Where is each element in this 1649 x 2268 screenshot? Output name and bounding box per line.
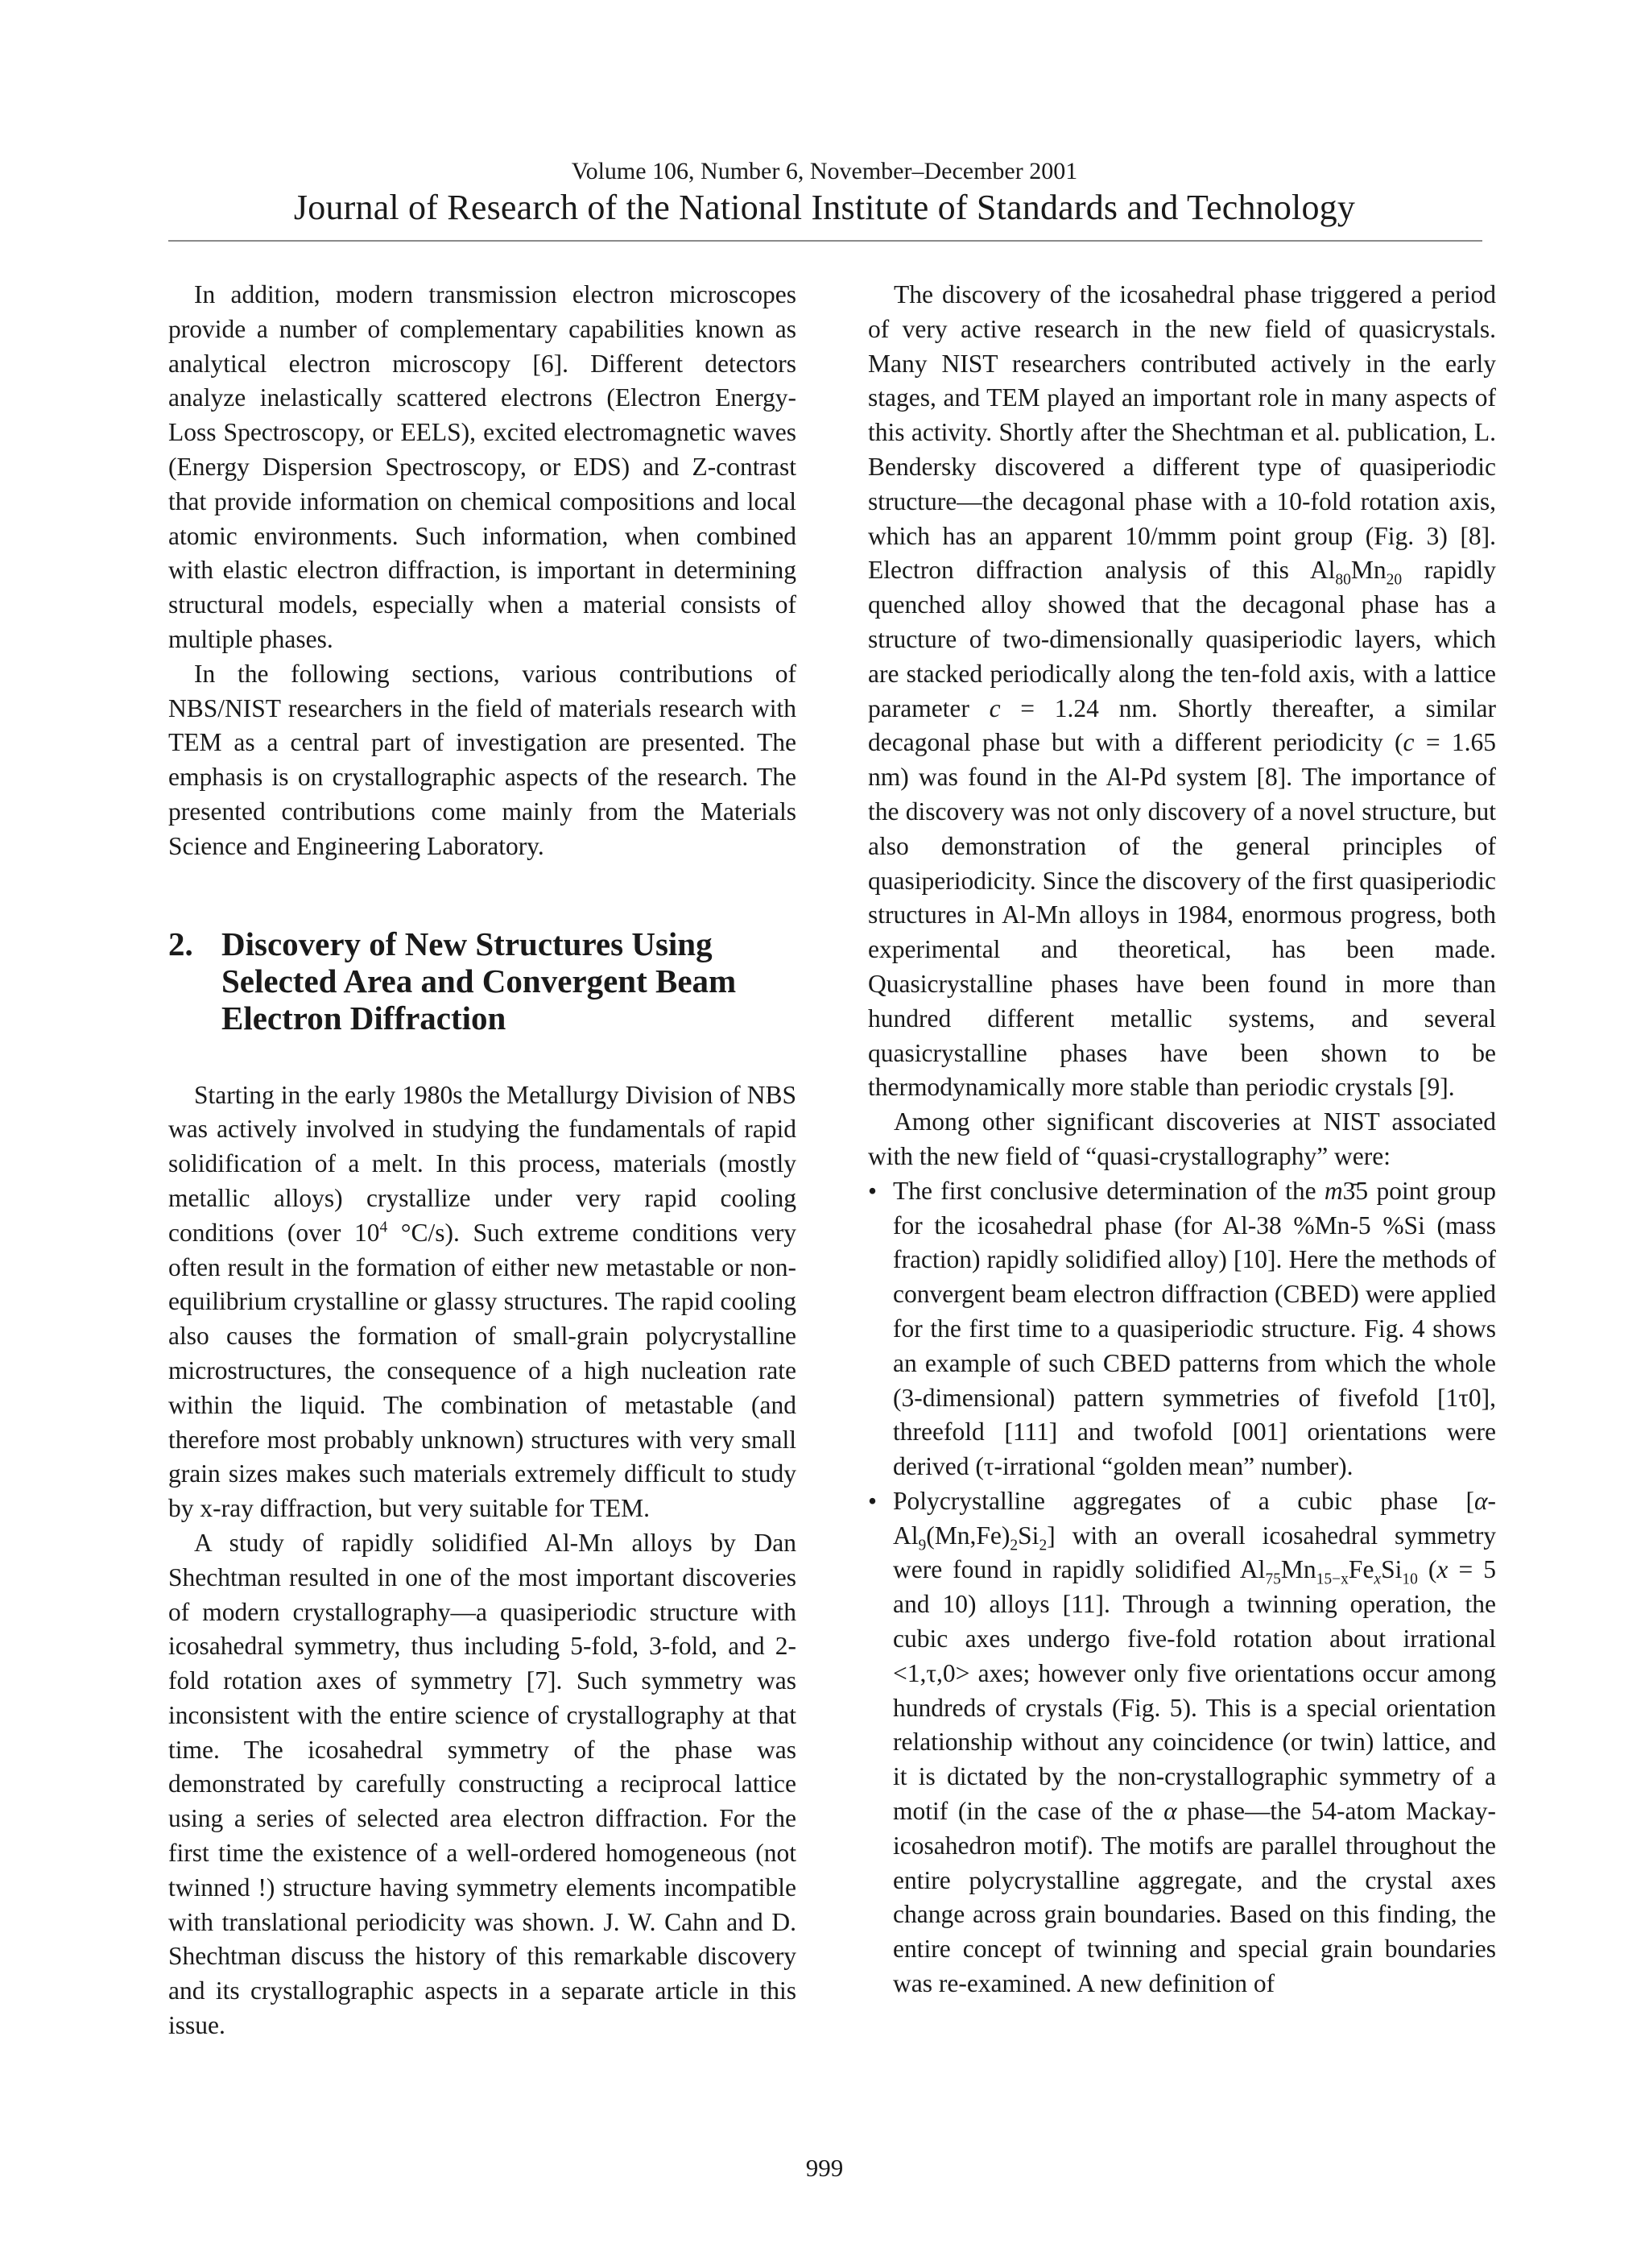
left-column	[168, 278, 796, 2043]
list-item: • The first conclusive determination of the m3̄5 point group for the icosahedral phase (for Al-38 %Mn-5 %Si (mass fraction) rapidly solidified alloy) [10]. Here the methods of convergent beam electron diffraction (CBED) were applied for the first time to a quasiperiodic structure. Fig. 4 shows an example of such CBED patterns from which the whole (3-dimensional) pattern symmetries of fivefold [1τ0], threefold [111] and twofold [001] orientations were derived (τ-irrational “golden mean” number).	[868, 1174, 1496, 1484]
discovery-list	[868, 1174, 1496, 2001]
bullet-icon: •	[868, 1176, 878, 1205]
bullet-icon: •	[868, 1486, 878, 1515]
paragraph: A study of rapidly solidified Al-Mn alloys by Dan Shechtman resulted in one of the most important discoveries of modern crystallography—a quasiperiodic structure with icosahedral symmetry, thus including 5-fold, 3-fold, and 2-fold rotation axes of symmetry [7]. Such symmetry was inconsistent with the entire science of crystallography at that time. The icosahedral symmetry of the phase was demonstrated by carefully constructing a reciprocal lattice using a series of selected area electron diffraction. For the first time the existence of a well-ordered homogeneous (not twinned !) structure having symmetry elements incompatible with translational periodicity was shown. J. W. Cahn and D. Shechtman discuss the history of this remarkable discovery and its crystallographic aspects in a separate article in this issue.	[168, 1528, 796, 2040]
volume-line: Volume 106, Number 6, November–December 2001	[571, 158, 1078, 184]
paragraph: The discovery of the icosahedral phase triggered a period of very active research in the new field of quasicrystals. Many NIST researchers contributed actively in the early stages, and TEM played an important role in many aspects of this activity. Shortly after the Shechtman et al. publication, L. Bendersky discovered a different type of quasiperiodic structure—the decagonal phase with a 10-fold rotation axis, which has an apparent 10/mmm point group (Fig. 3) [8]. Electron diffraction analysis of this $Al_{80}Mn_{20}$ rapidly quenched alloy showed that the decagonal phase has a structure of two-dimensionally quasiperiodic layers, which are stacked periodically along the ten-fold axis, with a lattice parameter c = 1.24 nm. Shortly thereafter, a similar decagonal phase but with a different periodicity (c = 1.65 nm) was found in the Al-Pd system [8]. The importance of the discovery was not only discovery of a novel structure, but also demonstration of the general principles of quasiperiodicity. Since the discovery of the first quasiperiodic structures in Al-Mn alloys in 1984, enormous progress, both experimental and theoretical, has been made. Quasicrystalline phases have been found in more than hundred different metallic systems, and several quasicrystalline phases have been shown to be thermodynamically more stable than periodic crystals [9].	[868, 280, 1497, 1102]
paragraph: Starting in the early 1980s the Metallurgy Division of NBS was actively involved in studying the fundamentals of rapid solidification of a melt. In this process, materials (mostly metallic alloys) crystallize under very rapid cooling conditions (over $10^4$ °C/s). Such extreme conditions very often result in the formation of either new metastable or non-equilibrium crystalline or glassy structures. The rapid cooling also causes the formation of small-grain polycrystalline microstructures, the consequence of a high nucleation rate within the liquid. The combination of metastable (and therefore most probably unknown) structures with very small grain sizes makes such materials extremely difficult to study by x-ray diffraction, but very suitable for TEM.	[168, 1080, 796, 1523]
list-item: • Polycrystalline aggregates of a cubic phase $[\alpha-Al_9(Mn,Fe)_2Si_2]$ with an overall icosahedral symmetry were found in rapidly solidified $Al_{75}Mn_{15-x}Fe_xSi_{10}$ (x = 5 and 10) alloys [11]. Through a twinning operation, the cubic axes undergo five-fold rotation about irrational <1,τ,0> axes; however only five orientations occur among hundreds of crystals (Fig. 5). This is a special orientation relationship without any coincidence (or twin) lattice, and it is dictated by the non-crystallographic symmetry of a motif (in the case of the α phase—the 54-atom Mackay-icosahedron motif). The motifs are parallel throughout the entire polycrystalline aggregate, and the crystal axes change across grain boundaries. Based on this finding, the entire concept of twinning and special grain boundaries was re-examined. A new definition of	[868, 1484, 1496, 2001]
right-column	[868, 278, 1496, 2001]
paragraph: In the following sections, various contributions of NBS/NIST researchers in the field of materials research with TEM as a central part of investigation are presented. The emphasis is on crystallographic aspects of the research. The presented contributions come mainly from the Materials Science and Engineering Laboratory.	[168, 659, 796, 860]
paragraph: Among other significant discoveries at NIST associated with the new field of “quasi-crystallography” were:	[868, 1107, 1496, 1170]
paragraph: In addition, modern transmission electron microscopes provide a number of complementary capabilities known as analytical electron microscopy [6]. Different detectors analyze inelastically scattered electrons (Electron Energy-Loss Spectroscopy, or EELS), excited electromagnetic waves (Energy Dispersion Spectroscopy, or EDS) and Z-contrast that provide information on chemical compositions and local atomic environments. Such information, when combined with elastic electron diffraction, is important in determining structural models, especially when a material consists of multiple phases.	[168, 280, 796, 653]
page-number: 999	[805, 2154, 844, 2182]
header-rule	[168, 240, 1482, 242]
journal-title: Journal of Research of the National Institute of Standards and Technology	[293, 188, 1356, 227]
section-title: Discovery of New Structures Using Selected Area and Convergent Beam Electron Diffraction	[221, 925, 737, 1037]
section-number: 2.	[168, 925, 193, 962]
section-heading	[168, 925, 796, 1037]
